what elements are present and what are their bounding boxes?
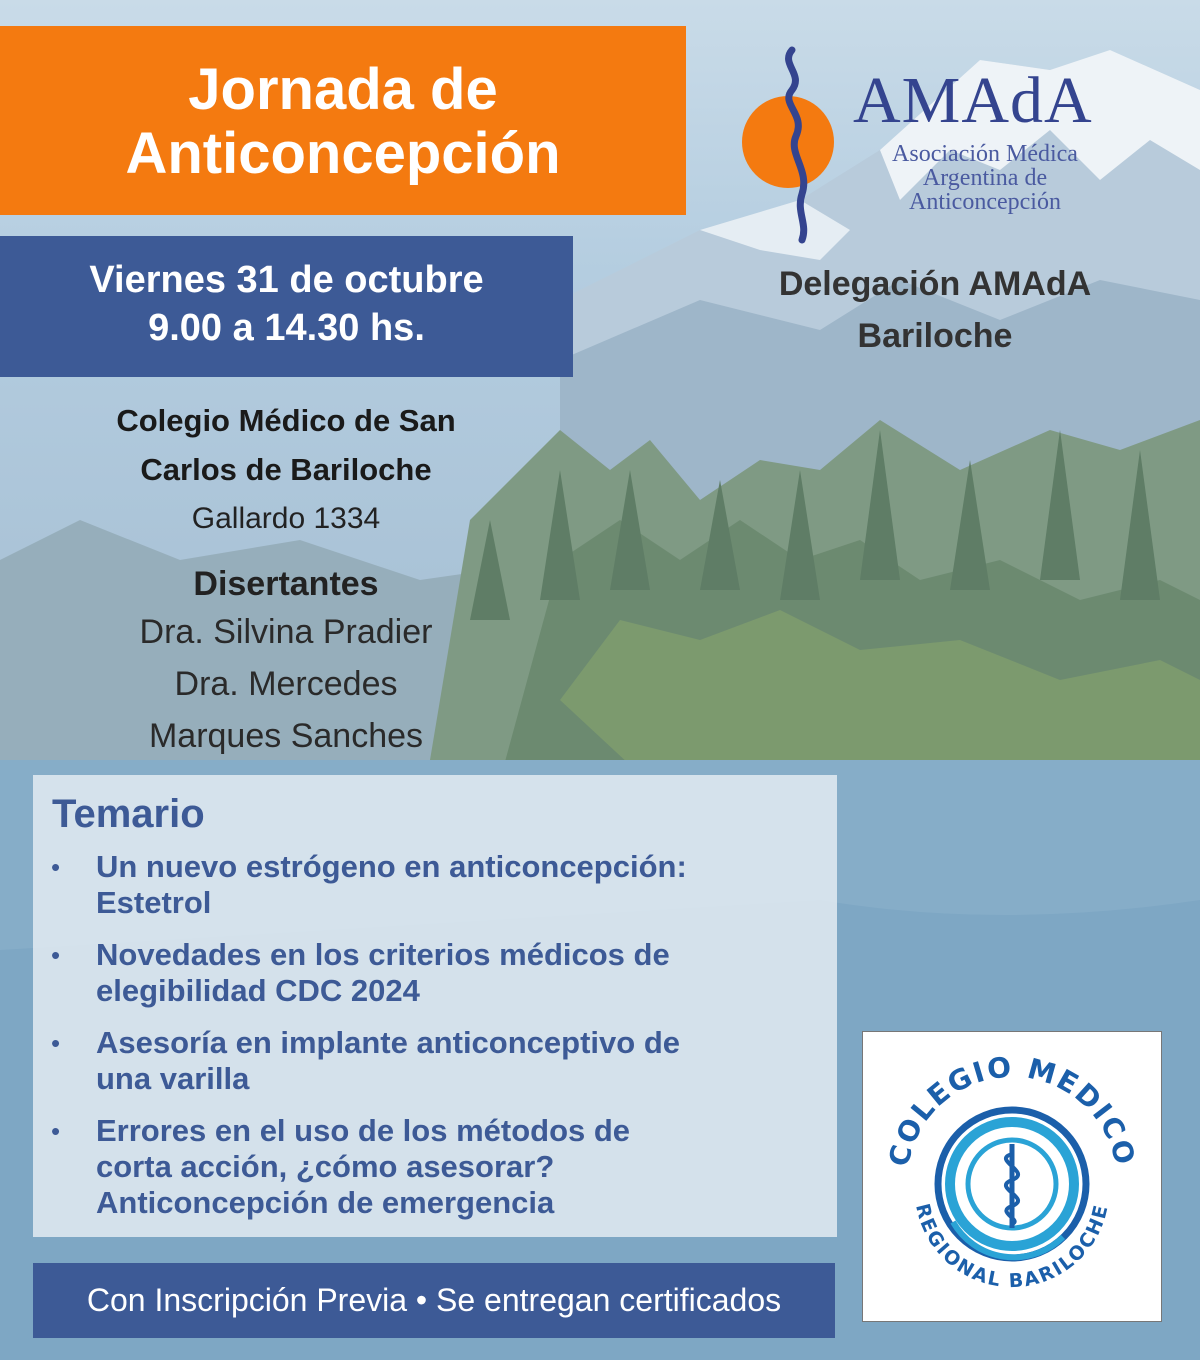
amada-logo-subtitle — [860, 142, 1110, 214]
topic-line: elegibilidad CDC 2024 — [96, 973, 420, 1008]
registration-banner: Con Inscripción Previa • Se entregan certificados — [33, 1263, 835, 1338]
temario-list — [51, 849, 821, 1237]
speaker-line: Dra. Silvina Pradier — [139, 613, 433, 651]
event-title-banner — [0, 26, 686, 215]
venue-name-line2: Carlos de Bariloche — [140, 452, 432, 487]
topic-line: Errores en el uso de los métodos de — [96, 1113, 631, 1148]
colegio-medico-logo — [862, 1031, 1162, 1322]
delegacion-line1: Delegación AMAdA — [778, 265, 1092, 303]
colegio-logo-top-text: COLEGIO MEDICO — [882, 1050, 1142, 1170]
bullet-icon: • — [51, 1028, 61, 1058]
amada-subtitle-line: Asociación Médica — [892, 141, 1078, 167]
topic-line: Asesoría en implante anticonceptivo de — [96, 1025, 680, 1060]
topic-line: corta acción, ¿cómo asesorar? — [96, 1149, 555, 1184]
delegacion-label — [720, 258, 1150, 362]
speakers-heading: Disertantes — [193, 565, 379, 603]
topic-line: una varilla — [96, 1061, 250, 1096]
bullet-icon: • — [51, 1116, 61, 1146]
venue-and-speakers — [40, 396, 532, 762]
venue-address: Gallardo 1334 — [191, 502, 381, 535]
list-item — [51, 1113, 821, 1221]
colegio-logo-bottom-text: REGIONAL BARILOCHE — [911, 1201, 1113, 1293]
delegacion-line2: Bariloche — [857, 317, 1013, 355]
topic-line: Estetrol — [96, 885, 212, 920]
event-title-line1: Jornada de — [188, 57, 498, 122]
bullet-icon: • — [51, 940, 61, 970]
colegio-medico-seal-icon — [863, 1032, 1161, 1321]
temario-heading: Temario — [52, 792, 205, 836]
schedule-banner — [0, 236, 573, 377]
venue-name-line1: Colegio Médico de San — [116, 403, 456, 438]
topic-line: Un nuevo estrógeno en anticoncepción: — [96, 849, 687, 884]
amada-subtitle-line: Argentina de — [922, 165, 1048, 191]
event-time: 9.00 a 14.30 hs. — [148, 307, 425, 349]
temario-panel — [33, 775, 837, 1237]
amada-logo-name: AMAdA — [853, 64, 1093, 137]
bullet-icon: • — [51, 852, 61, 882]
speaker-line: Marques Sanches — [148, 717, 424, 755]
event-date: Viernes 31 de octubre — [89, 259, 484, 301]
list-item — [51, 937, 821, 1009]
topic-line: Novedades en los criterios médicos de — [96, 937, 670, 972]
list-item — [51, 1025, 821, 1097]
amada-subtitle-line: Anticoncepción — [909, 189, 1061, 215]
list-item — [51, 849, 821, 921]
event-title-line2: Anticoncepción — [125, 121, 561, 186]
speaker-line: Dra. Mercedes — [174, 665, 398, 703]
topic-line: Anticoncepción de emergencia — [96, 1185, 555, 1220]
